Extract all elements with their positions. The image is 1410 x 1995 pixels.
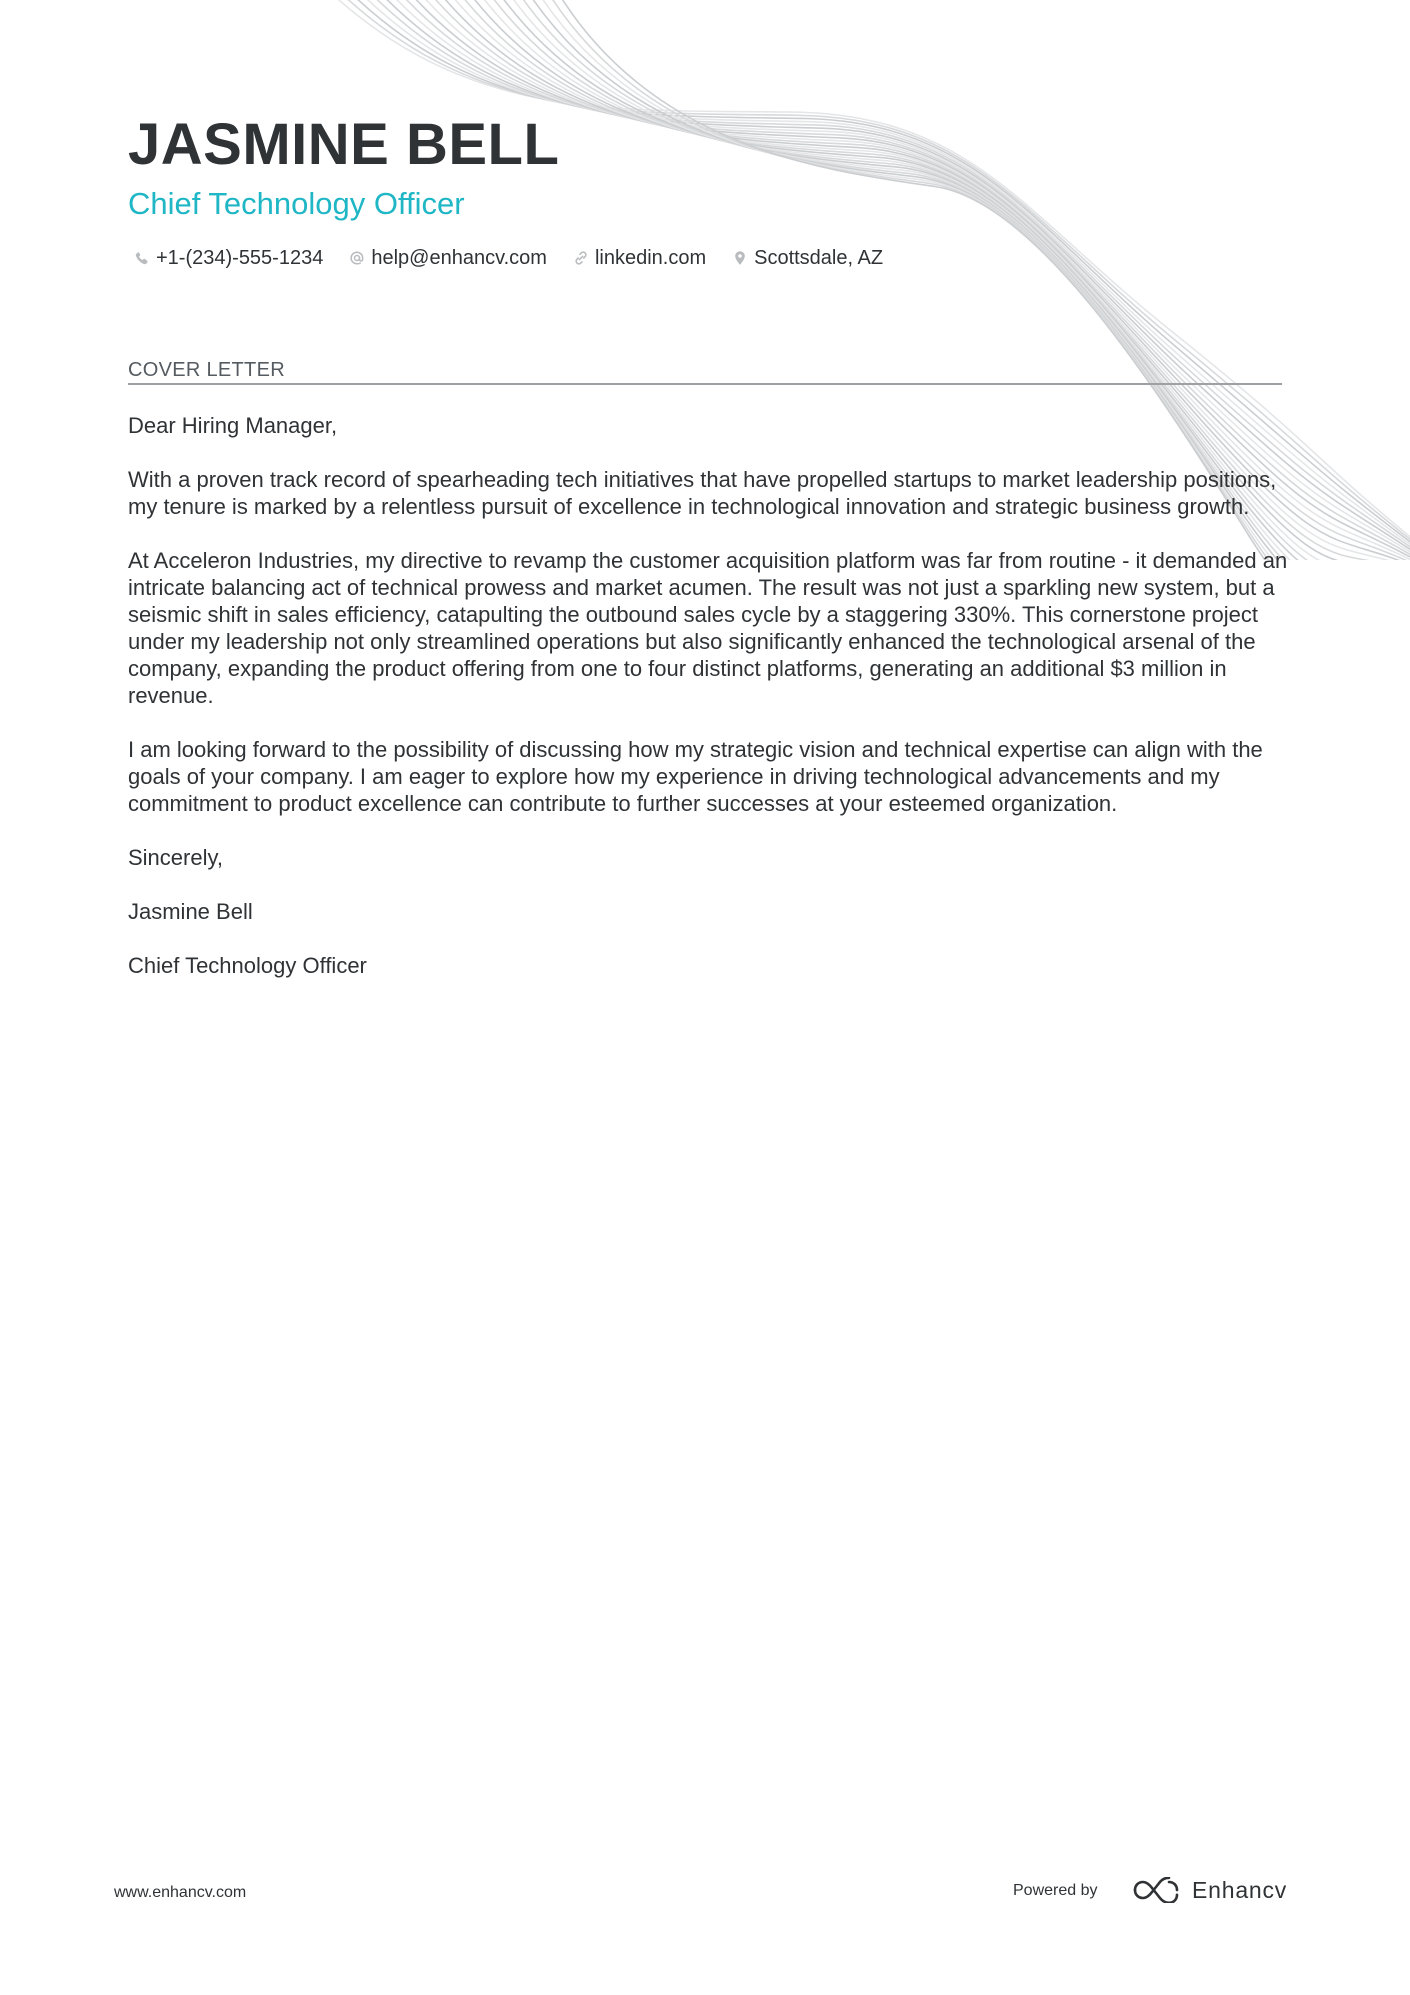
contact-location[interactable] (732, 244, 883, 272)
powered-by-label: Powered by (1013, 1882, 1098, 1899)
contact-link[interactable] (573, 244, 706, 272)
contact-bar (134, 244, 883, 272)
letter-paragraph-1: With a proven track record of spearheading tech initiatives that have propelled startups to market leadership positions, my tenure is marked by a relentless pursuit of excellence in technological innovation and strategic business growth. (128, 467, 1277, 519)
signature-name: Jasmine Bell (128, 899, 253, 924)
letter-body (128, 412, 1288, 1006)
email-text: help@enhancv.com (371, 247, 547, 269)
letter-closing: Sincerely, (128, 845, 223, 870)
phone-text: +1-(234)-555-1234 (156, 247, 324, 269)
location-text: Scottsdale, AZ (754, 247, 884, 269)
footer-website-link[interactable]: www.enhancv.com (114, 1884, 247, 1901)
link-text: linkedin.com (594, 247, 707, 269)
candidate-name: JASMINE BELL (128, 112, 560, 177)
enhancv-brand-link[interactable] (1132, 1876, 1287, 1904)
section-divider (128, 383, 1282, 385)
letter-paragraph-3: I am looking forward to the possibility of discussing how my strategic vision and technical expertise can align with the goals of your company. I am eager to explore how my experience in driving technological advancements and my commitment to product excellence can contribute to further successes at your esteemed organization. (128, 737, 1263, 816)
location-pin-icon (732, 250, 748, 266)
letter-greeting: Dear Hiring Manager, (128, 413, 338, 438)
enhancv-brand-name: Enhancv (1192, 1877, 1288, 1903)
candidate-title: Chief Technology Officer (128, 186, 465, 221)
section-title-cover-letter: COVER LETTER (128, 359, 285, 381)
contact-phone[interactable] (134, 244, 323, 272)
phone-icon (134, 250, 150, 266)
at-sign-icon (349, 250, 365, 266)
signature-title: Chief Technology Officer (128, 953, 367, 978)
link-icon (573, 250, 589, 266)
enhancv-logo-icon (1132, 1877, 1180, 1903)
letter-paragraph-2: At Acceleron Industries, my directive to revamp the customer acquisition platform was far from routine - it demanded an intricate balancing act of technical prowess and market acumen. The result was not just a sparkling new system, but a seismic shift in sales efficiency, catapulting the outbound sales cycle by a staggering 330%. This cornerstone project under my leadership not only streamlined operations but also significantly enhanced the technological arsenal of the company, expanding the product offering from one to four distinct platforms, generating an additional $3 million in revenue. (128, 548, 1288, 708)
contact-email[interactable] (349, 244, 547, 272)
